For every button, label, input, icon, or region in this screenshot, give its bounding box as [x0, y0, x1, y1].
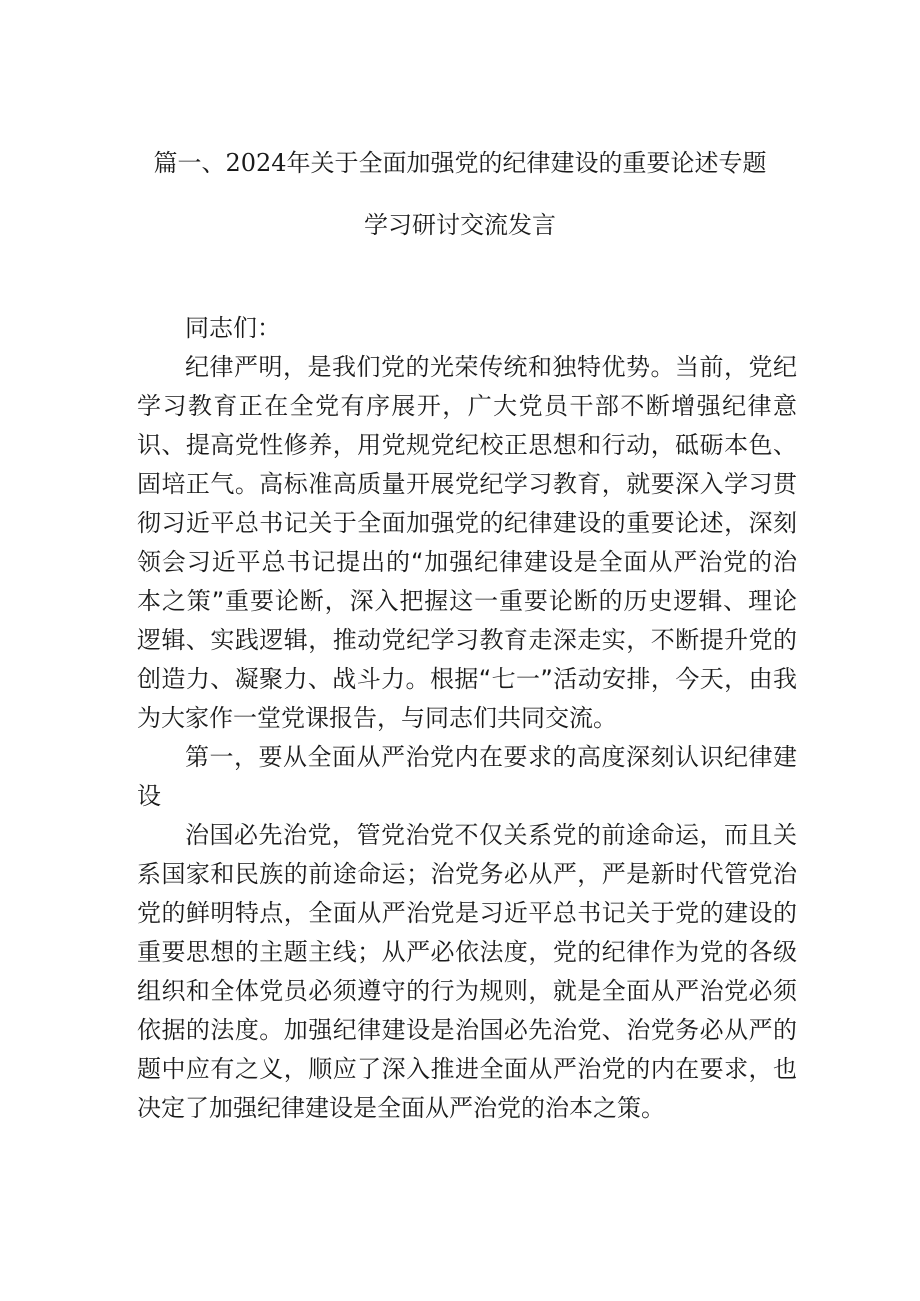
- document-title-line-2: 学习研讨交流发言: [364, 211, 556, 239]
- document-body: [137, 309, 797, 1128]
- paragraph-intro: 纪律严明，是我们党的光荣传统和独特优势。当前，党纪学习教育正在全党有序展开，广大党员干部不断增强纪律意识、提高党性修养，用党规党纪校正思想和行动，砥砺本色、固培正气。高标准高质量开展党纪学习教育，就要深入学习贯彻习近平总书记关于全面加强党的纪律建设的重要论述，深刻领会习近平总书记提出的“加强纪律建设是全面从严治党的治本之策”重要论断，深入把握这一重要论断的历史逻辑、理论逻辑、实践逻辑，推动党纪学习教育走深走实，不断提升党的创造力、凝聚力、战斗力。根据“七一”活动安排，今天，由我为大家作一堂党课报告，与同志们共同交流。: [137, 353, 797, 732]
- document-title-line-1: 篇一、2024年关于全面加强党的纪律建设的重要论述专题: [153, 149, 767, 177]
- salutation: 同志们：: [185, 314, 281, 342]
- section-heading-1: 第一，要从全面从严治党内在要求的高度深刻认识纪律建设: [137, 743, 797, 810]
- paragraph-section-1: 治国必先治党，管党治党不仅关系党的前途命运，而且关系国家和民族的前途命运；治党务必从严，严是新时代管党治党的鲜明特点，全面从严治党是习近平总书记关于党的建设的重要思想的主题主线；从严必依法度，党的纪律作为党的各级组织和全体党员必须遵守的行为规则，就是全面从严治党必须依据的法度。加强纪律建设是治国必先治党、治党务必从严的题中应有之义，顺应了深入推进全面从严治党的内在要求，也决定了加强纪律建设是全面从严治党的治本之策。: [137, 821, 797, 1122]
